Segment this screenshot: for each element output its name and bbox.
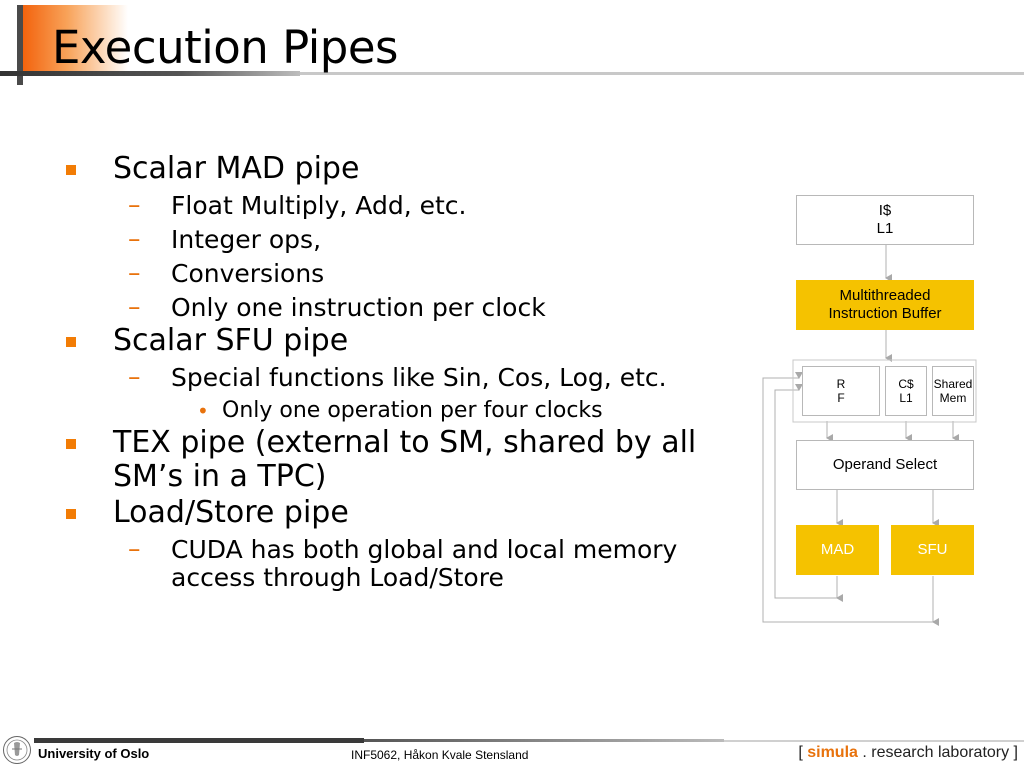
shared-memory-box [932, 366, 974, 416]
operand-select-box [796, 440, 974, 490]
simula-bracket-open: [ [798, 744, 808, 761]
simula-name: simula [807, 744, 858, 761]
mad-label: MAD [820, 541, 855, 558]
sub-sub-bullet-text: Only one operation per four clocks [222, 398, 603, 423]
sub-bullet-text: Integer ops, [171, 225, 322, 254]
sub-bullet-item [64, 226, 744, 254]
square-bullet-icon [66, 337, 76, 347]
footer-line-dark [34, 738, 364, 743]
buffer-label-2: Instruction Buffer [828, 305, 942, 322]
bullet-text: Load/Store pipe [113, 495, 349, 530]
sub-bullet-item [64, 192, 744, 220]
sub-bullet-item [64, 536, 744, 592]
simula-dot: . [857, 744, 872, 761]
cc-label-2: L1 [899, 391, 913, 405]
instruction-cache-box [796, 195, 974, 245]
icache-label-1: I$ [878, 202, 892, 219]
university-seal-icon [2, 735, 32, 765]
slide-title: Execution Pipes [52, 21, 398, 74]
course-author-text: INF5062, Håkon Kvale Stensland [351, 748, 529, 762]
sub-bullet-text: CUDA has both global and local memory access through Load/Store [171, 535, 678, 592]
square-bullet-icon [66, 439, 76, 449]
sub-bullet-text: Only one instruction per clock [171, 293, 546, 322]
square-bullet-icon [66, 509, 76, 519]
bullet-text: Scalar SFU pipe [113, 323, 349, 358]
dot-bullet-icon: • [197, 399, 209, 423]
bullet-item [64, 426, 744, 494]
cc-label-1: C$ [898, 377, 914, 391]
dash-bullet-icon: – [128, 534, 141, 563]
dash-bullet-icon: – [128, 362, 141, 391]
sub-bullet-item [64, 260, 744, 288]
bullet-item [64, 324, 744, 358]
buffer-label-1: Multithreaded [839, 287, 931, 304]
bullet-text: TEX pipe (external to SM, shared by all SM’s in a TPC) [113, 425, 697, 494]
constant-cache-box [885, 366, 927, 416]
mad-unit-box [796, 525, 879, 575]
sub-bullet-text: Special functions like Sin, Cos, Log, etc. [171, 363, 667, 392]
footer-line-light [724, 740, 1024, 742]
register-file-box [802, 366, 880, 416]
bullet-item [64, 496, 744, 530]
dash-bullet-icon: – [128, 292, 141, 321]
dash-bullet-icon: – [128, 224, 141, 253]
sub-bullet-text: Float Multiply, Add, etc. [171, 191, 467, 220]
simula-research-lab: research laboratory [871, 744, 1010, 761]
sfu-unit-box [891, 525, 974, 575]
icache-label-2: L1 [876, 220, 894, 237]
dash-bullet-icon: – [128, 258, 141, 287]
rf-label-2: F [837, 391, 845, 405]
simula-bracket-close: ] [1009, 744, 1018, 761]
bullet-text: Scalar MAD pipe [113, 151, 360, 186]
sub-bullet-item [64, 294, 744, 322]
operand-select-label: Operand Select [832, 456, 938, 473]
instruction-buffer-box [796, 280, 974, 330]
shared-label-1: Shared [933, 377, 973, 391]
shared-label-2: Mem [939, 391, 967, 405]
sub-bullet-item [64, 364, 744, 392]
simula-logo-text [798, 744, 1018, 762]
rf-label-1: R [836, 377, 846, 391]
pipeline-diagram [755, 190, 985, 630]
square-bullet-icon [66, 165, 76, 175]
bullet-item [64, 152, 744, 186]
bullet-list [64, 150, 744, 592]
university-name: University of Oslo [38, 746, 150, 761]
sub-bullet-text: Conversions [171, 259, 325, 288]
footer-line-mid [364, 739, 724, 742]
title-underline-light [300, 72, 1024, 75]
sub-sub-bullet-item [64, 398, 744, 424]
dash-bullet-icon: – [128, 190, 141, 219]
sfu-label: SFU [917, 541, 948, 558]
